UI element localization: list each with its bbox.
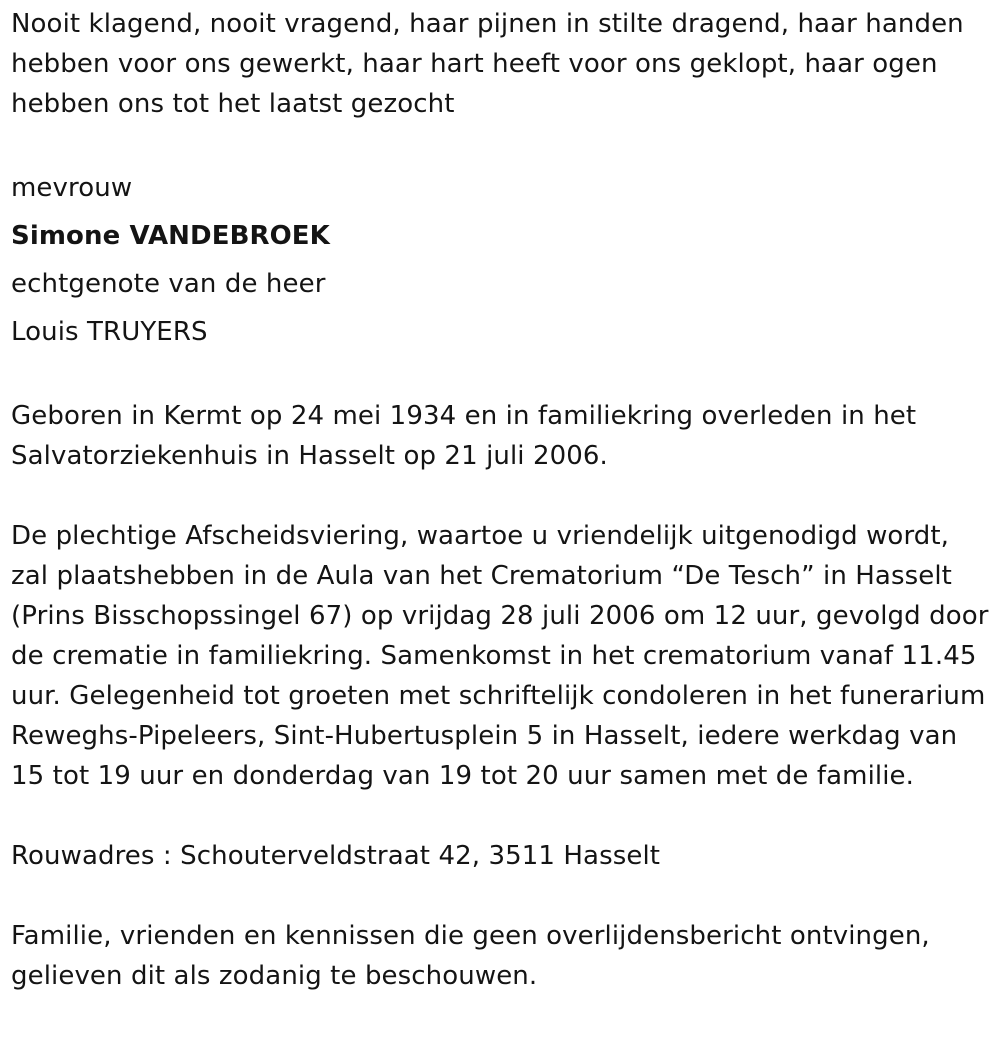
spacer <box>11 476 993 516</box>
ceremony-paragraph: De plechtige Afscheidsviering, waartoe u vriendelijk uitgenodigd wordt, zal plaatshebben in de Aula van het Crematorium “De Tesch” in Hasselt (Prins Bisschopssingel 67) op vrijdag 28 juli 2006 om 12 uur, gevolgd door de crematie in familiekring. Samenkomst in het crematorium vanaf 11.45 uur. Gelegenheid tot groeten met schriftelijk condoleren in het funerarium Reweghs-Pipeleers, Sint-Hubertusplein 5 in Hasselt, iedere werkdag van 15 tot 19 uur en donderdag van 19 tot 20 uur samen met de familie. <box>11 521 989 791</box>
obituary-document <box>11 4 993 996</box>
relation-text: echtgenote van de heer <box>11 269 326 299</box>
motto-paragraph: Nooit klagend, nooit vragend, haar pijnen in stilte dragend, haar handen hebben voor ons gewerkt, haar hart heeft voor ons geklopt, haar ogen hebben ons tot het laatst gezocht <box>11 9 964 119</box>
mourning-address: Rouwadres : Schouterveldstraat 42, 3511 Hasselt <box>11 841 661 871</box>
salutation: mevrouw <box>11 173 133 203</box>
spacer <box>11 796 993 836</box>
spacer <box>11 124 993 164</box>
deceased-name: Simone VANDEBROEK <box>11 221 330 251</box>
spouse-name: Louis TRUYERS <box>11 317 208 347</box>
notice-paragraph: Familie, vrienden en kennissen die geen overlijdensbericht ontvingen, gelieven dit als zodanig te beschouwen. <box>11 921 930 991</box>
spacer <box>11 356 993 396</box>
birth-death-paragraph: Geboren in Kermt op 24 mei 1934 en in familiekring overleden in het Salvatorziekenhuis in Hasselt op 21 juli 2006. <box>11 401 917 471</box>
spacer <box>11 876 993 916</box>
